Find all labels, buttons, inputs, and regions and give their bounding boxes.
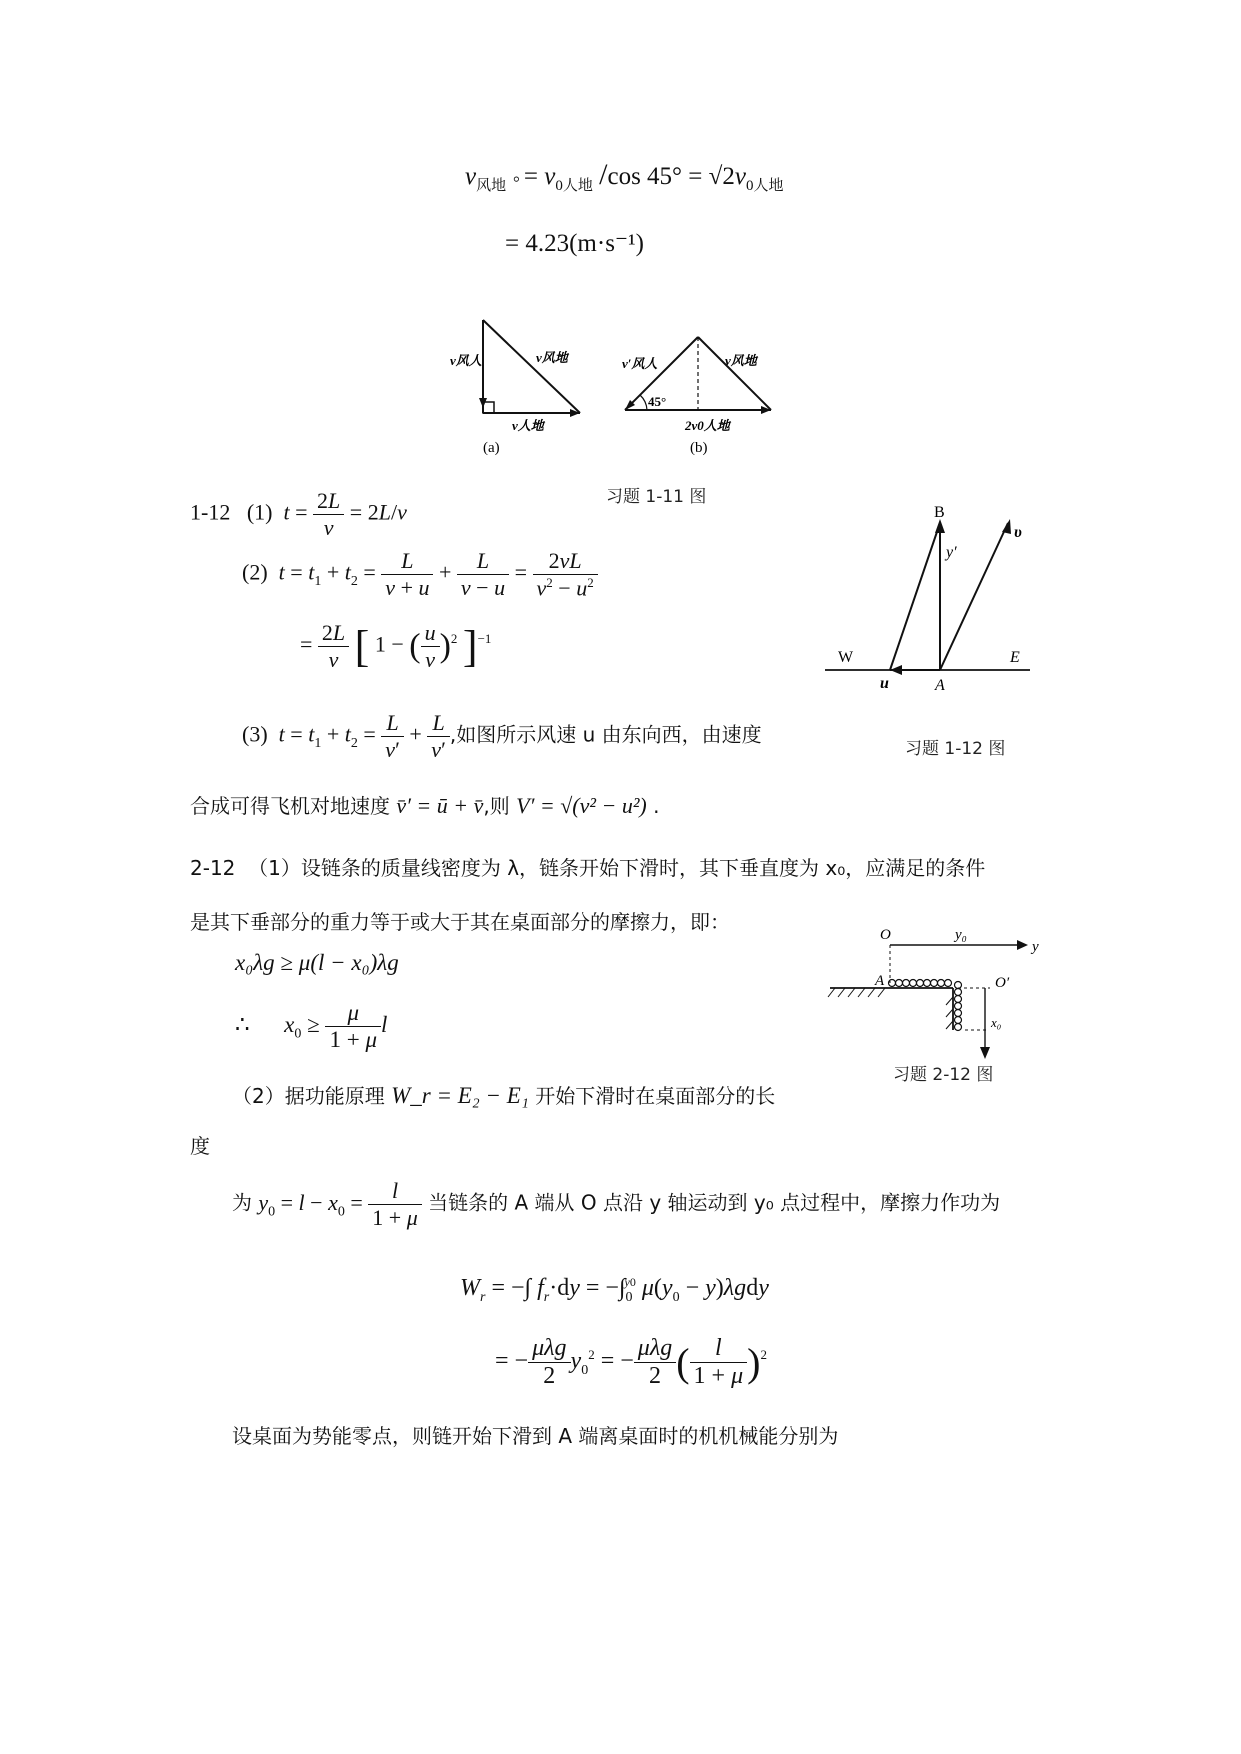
prob-1-12-line1: 1-12 (1) t = $\frac{2L}{v}$ = 2L/v xyxy=(190,488,407,540)
eq-1-11-result: = 4.23(m·s⁻¹) xyxy=(505,230,644,257)
inequality-2-row: ∴ $x_0$ ≥ $\frac{\mu}{1 + \mu}$ l xyxy=(235,1000,388,1052)
work-integral-line2: = − $\frac{\text{μλg}}{2}$ $y_0^2$ = − $\frac{\text{μλg}}{2}$ ( $\frac{l}{1 + \mu}$ )$^2$ xyxy=(495,1335,767,1389)
prob-1-12-label: 1-12 xyxy=(190,499,231,525)
label-W: W xyxy=(838,649,854,666)
part1-tag: (1) xyxy=(246,499,273,525)
ground-speed-eq: V′ = √(v² − u²) xyxy=(516,793,647,818)
velocity-sum-eq: v̄′ = ū + v̄ xyxy=(396,793,484,818)
label-v-wind-person-prime: v′风人 xyxy=(622,356,658,371)
caption-2-12: 习题 2-12 图 xyxy=(893,1065,994,1085)
prob-1-12-line2: (2) $t = t_1 + t_2$ = $\frac{L}{v + u}$ + $\frac{L}{v - u}$ = $\frac{2vL}{v^2 - u^2}$ xyxy=(242,548,598,601)
label-2v0-person-ground: 2v0人地 xyxy=(685,418,730,433)
therefore-symbol: ∴ xyxy=(235,1011,250,1037)
label-angle-45: 45° xyxy=(648,394,667,409)
prob-2-12-label: 2-12 xyxy=(190,856,236,880)
prob-2-12-intro: （1）设链条的质量线密度为 λ，链条开始下滑时，其下垂直度为 x₀，应满足的条件 xyxy=(248,856,986,880)
part2-tag: (2) xyxy=(242,559,268,585)
label-O-prime: O′ xyxy=(995,975,1010,991)
prob-2-12-y0-line: 为 $y_0 = l - x_0$ = $\frac{l}{1 + \mu}$ 当链条的 A 端从 O 点沿 y 轴运动到 y₀ 点过程中，摩擦力作功为 xyxy=(232,1178,1001,1230)
caption-1-12: 习题 1-12 图 xyxy=(905,739,1006,759)
label-A-chain: A xyxy=(875,973,885,989)
prob-1-12-line5 xyxy=(190,790,659,819)
figure-2-12 xyxy=(825,925,1045,1065)
part3-then: ,则 xyxy=(483,794,510,818)
label-E: E xyxy=(1010,649,1020,666)
label-u: u xyxy=(880,675,889,692)
label-y0: y₀ xyxy=(955,927,967,943)
label-O: O xyxy=(880,927,891,943)
y0-prefix: 为 xyxy=(232,1190,252,1215)
work-integral-line1: $W_r$ = −∫ $f_r\cdot dy = -\int_0^{y0}$ $\mu(y_0 - y)\lambda gdy$ xyxy=(460,1275,769,1305)
inequality-1: x₀λg ≥ μ(l − x₀)λg xyxy=(235,950,399,975)
part3-tag: (3) xyxy=(242,721,268,747)
label-v: υ xyxy=(1014,524,1022,541)
label-v-wind-ground: v风地 xyxy=(536,350,568,365)
prob-2-12-part2 xyxy=(232,1080,775,1109)
label-v-person-ground: v人地 xyxy=(512,418,544,433)
label-x0: x₀ xyxy=(991,1015,1002,1030)
eq-1-11-line2 xyxy=(505,228,644,258)
caption-1-11: 习题 1-11 图 xyxy=(606,487,707,507)
label-a: (a) xyxy=(483,440,500,456)
prob-2-12-last-line: 设桌面为势能零点，则链开始下滑到 A 端离桌面时的机机械能分别为 xyxy=(232,1424,839,1448)
label-A: A xyxy=(935,677,945,694)
label-y: y xyxy=(1032,939,1039,955)
figure-1-11-b xyxy=(622,337,771,456)
label-y-prime: y′ xyxy=(946,544,957,561)
prob-2-12-line1 xyxy=(190,852,985,881)
prob-1-12-line3: = $\frac{2L}{v}$ [ 1 − ( $\frac{u}{v}$ )$^2$ ]$^{-1}$ xyxy=(300,620,492,672)
figure-1-11-a xyxy=(450,320,580,456)
work-energy-eq: W_r = E₂ − E₁ xyxy=(391,1083,529,1108)
label-b: (b) xyxy=(690,440,708,456)
prob-2-12-line2: 是其下垂部分的重力等于或大于其在桌面部分的摩擦力，即： xyxy=(190,910,730,934)
part2-prefix: （2）据功能原理 xyxy=(232,1084,385,1108)
eq-1-11-line1: $v_{风地}$ ⸰ = $v_{0人地}$ /cos $45^\circ = √2v_{0人地}$ xyxy=(465,158,784,194)
label-B: B xyxy=(934,505,945,521)
y0-text: 当链条的 A 端从 O 点沿 y 轴运动到 y₀ 点过程中，摩擦力作功为 xyxy=(428,1190,1001,1215)
part2-suffix: 开始下滑时在桌面部分的长 xyxy=(535,1084,776,1108)
label-v-wind-person: v风人 xyxy=(450,353,482,368)
label-v-wind-ground-b: v风地 xyxy=(725,353,757,368)
part3-end: . xyxy=(653,794,660,818)
figure-1-11 xyxy=(440,310,810,460)
figure-1-12 xyxy=(820,505,1040,705)
prob-2-12-wrap: 度 xyxy=(190,1134,210,1158)
part3-text: ,如图所示风速 u 由东向西，由速度 xyxy=(449,722,762,747)
part3-cont: 合成可得飞机对地速度 xyxy=(190,794,390,818)
prob-1-12-line4: (3) $t = t_1 + t_2$ = $\frac{L}{v'}$ + $\frac{L}{v'}$ ,如图所示风速 u 由东向西，由速度 xyxy=(242,710,762,762)
